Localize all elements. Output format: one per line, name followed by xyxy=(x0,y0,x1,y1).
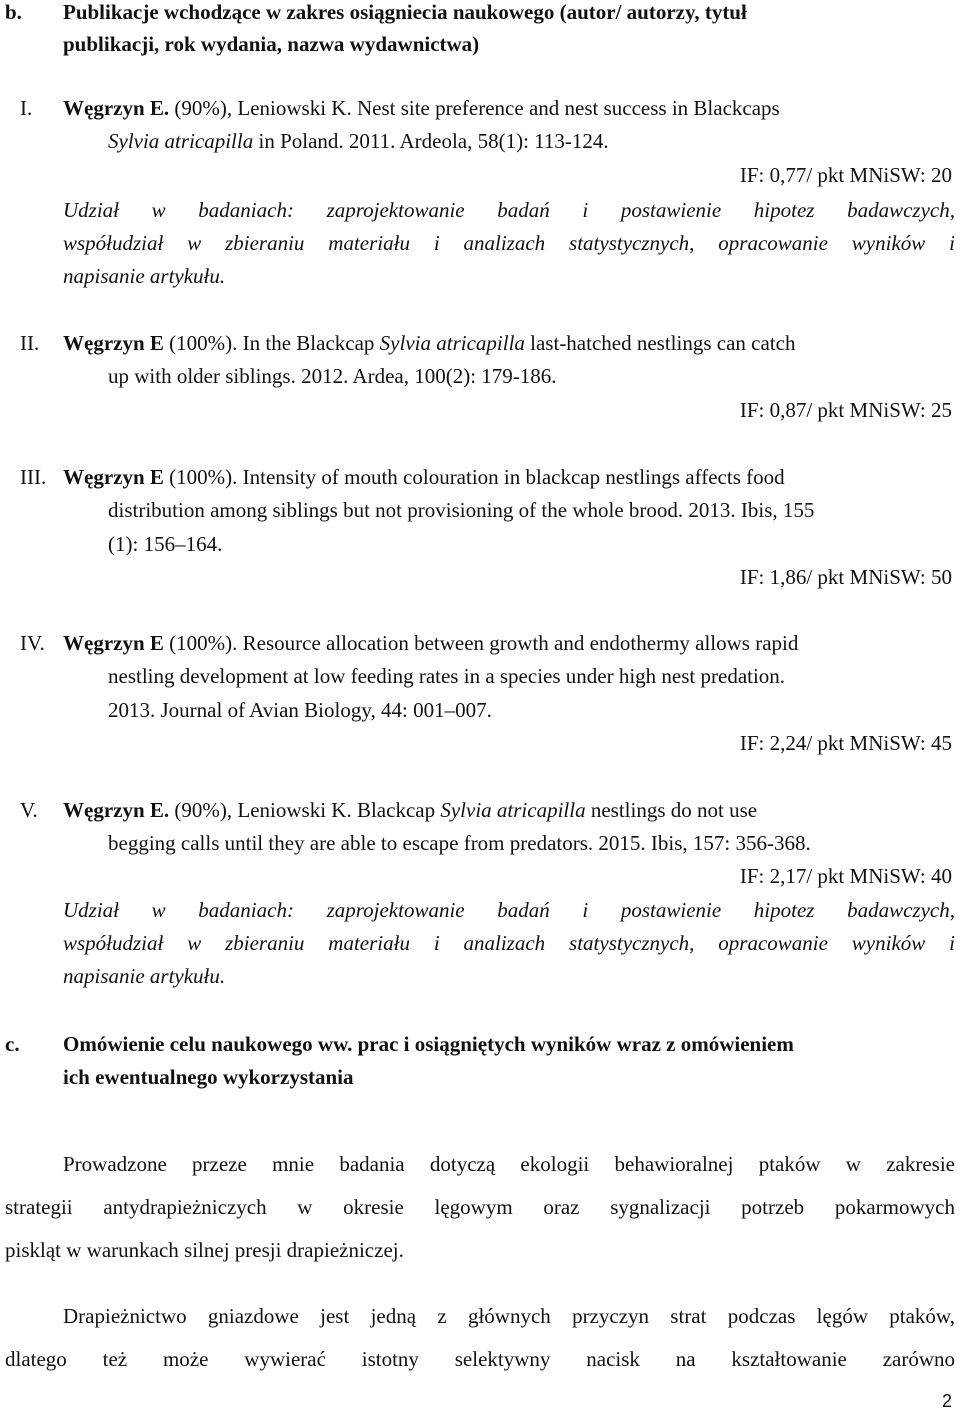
pub-2-numeral: II. xyxy=(20,331,40,355)
pub-5-author: Węgrzyn E. xyxy=(63,798,170,822)
section-c-heading-line1: Omówienie celu naukowego ww. prac i osiągniętych wyników wraz z omówieniem xyxy=(63,1032,794,1056)
paragraph-2-line1: Drapieżnictwo gniazdowe jest jedną z głównych przyczyn strat podczas lęgów ptaków, xyxy=(63,1304,955,1328)
pub-2-line1-pre: (100%). In the Blackcap xyxy=(163,331,380,355)
pub-4-line3: 2013. Journal of Avian Biology, 44: 001–007. xyxy=(108,698,492,722)
pub-2-line1-post: last-hatched nestlings can catch xyxy=(524,331,796,355)
pub-1-line1 xyxy=(63,98,780,119)
pub-4-numeral: IV. xyxy=(20,631,45,655)
pub-3-numeral: III. xyxy=(20,465,47,489)
pub-4-line2: nestling development at low feeding rates in a species under high nest predation. xyxy=(108,664,786,688)
pub-2-species: Sylvia atricapilla xyxy=(379,331,525,355)
pub-1-contribution-line3: napisanie artykułu. xyxy=(63,264,226,288)
pub-5-numeral: V. xyxy=(20,798,38,822)
section-b-letter: b. xyxy=(5,0,22,24)
section-c-letter: c. xyxy=(5,1032,20,1056)
pub-2-impact-factor: IF: 0,87/ pkt MNiSW: 25 xyxy=(739,398,952,422)
paragraph-1-line2: strategii antydrapieżniczych w okresie lęgowym oraz sygnalizacji potrzeb pokarmowych xyxy=(5,1195,955,1219)
pub-1-impact-factor: IF: 0,77/ pkt MNiSW: 20 xyxy=(739,163,952,187)
pub-3-line1 xyxy=(63,467,785,488)
section-c-heading-line2: ich ewentualnego wykorzystania xyxy=(63,1065,354,1089)
pub-2-author: Węgrzyn E xyxy=(63,331,164,355)
pub-4-line1-rest: (100%). Resource allocation between growth and endothermy allows rapid xyxy=(163,631,799,655)
pub-1-contribution-line1: Udział w badaniach: zaprojektowanie badań i postawienie hipotez badawczych, xyxy=(63,198,955,222)
pub-5-species: Sylvia atricapilla xyxy=(440,798,586,822)
pub-1-author: Węgrzyn E. xyxy=(63,96,170,120)
pub-5-impact-factor: IF: 2,17/ pkt MNiSW: 40 xyxy=(739,864,952,888)
section-b-heading-line1: Publikacje wchodzące w zakres osiągniecia naukowego (autor/ autorzy, tytuł xyxy=(63,0,747,24)
pub-5-line1-post: nestlings do not use xyxy=(585,798,758,822)
pub-5-contribution-line1: Udział w badaniach: zaprojektowanie badań i postawienie hipotez badawczych, xyxy=(63,898,955,922)
pub-3-author: Węgrzyn E xyxy=(63,465,164,489)
pub-2-line1 xyxy=(63,333,795,354)
pub-3-impact-factor: IF: 1,86/ pkt MNiSW: 50 xyxy=(739,565,952,589)
pub-4-impact-factor: IF: 2,24/ pkt MNiSW: 45 xyxy=(739,731,952,755)
paragraph-1-line3: piskląt w warunkach silnej presji drapieżniczej. xyxy=(5,1238,404,1262)
pub-5-contribution-line3: napisanie artykułu. xyxy=(63,964,226,988)
pub-2-line2: up with older siblings. 2012. Ardea, 100(2): 179-186. xyxy=(108,364,557,388)
pub-4-author: Węgrzyn E xyxy=(63,631,164,655)
section-b-heading-line2: publikacji, rok wydania, nazwa wydawnictwa) xyxy=(63,32,480,56)
pub-3-line2: distribution among siblings but not provisioning of the whole brood. 2013. Ibis, 155 xyxy=(108,498,815,522)
pub-4-line1 xyxy=(63,633,798,654)
pub-5-line1 xyxy=(63,800,757,821)
paragraph-1-line1: Prowadzone przeze mnie badania dotyczą ekologii behawioralnej ptaków w zakresie xyxy=(63,1152,955,1176)
pub-5-contribution-line2: współudział w zbieraniu materiału i analizach statystycznych, opracowanie wyników i xyxy=(63,931,955,955)
pub-1-contribution-line2: współudział w zbieraniu materiału i analizach statystycznych, opracowanie wyników i xyxy=(63,231,955,255)
pub-3-line1-rest: (100%). Intensity of mouth colouration in blackcap nestlings affects food xyxy=(163,465,785,489)
paragraph-2-line2: dlatego też może wywierać istotny selektywny nacisk na kształtowanie zarówno xyxy=(5,1347,955,1371)
pub-1-numeral: I. xyxy=(20,96,33,120)
pub-1-line1-rest: (90%), Leniowski K. Nest site preference and nest success in Blackcaps xyxy=(169,96,780,120)
page-number: 2 xyxy=(941,1391,952,1411)
pub-1-line2-rest: in Poland. 2011. Ardeola, 58(1): 113-124. xyxy=(253,129,609,153)
pub-1-line2 xyxy=(108,131,609,152)
pub-1-species: Sylvia atricapilla xyxy=(108,129,254,153)
pub-5-line1-pre: (90%), Leniowski K. Blackcap xyxy=(169,798,441,822)
pub-3-line3: (1): 156–164. xyxy=(108,532,223,556)
pub-5-line2: begging calls until they are able to escape from predators. 2015. Ibis, 157: 356-368. xyxy=(108,831,811,855)
